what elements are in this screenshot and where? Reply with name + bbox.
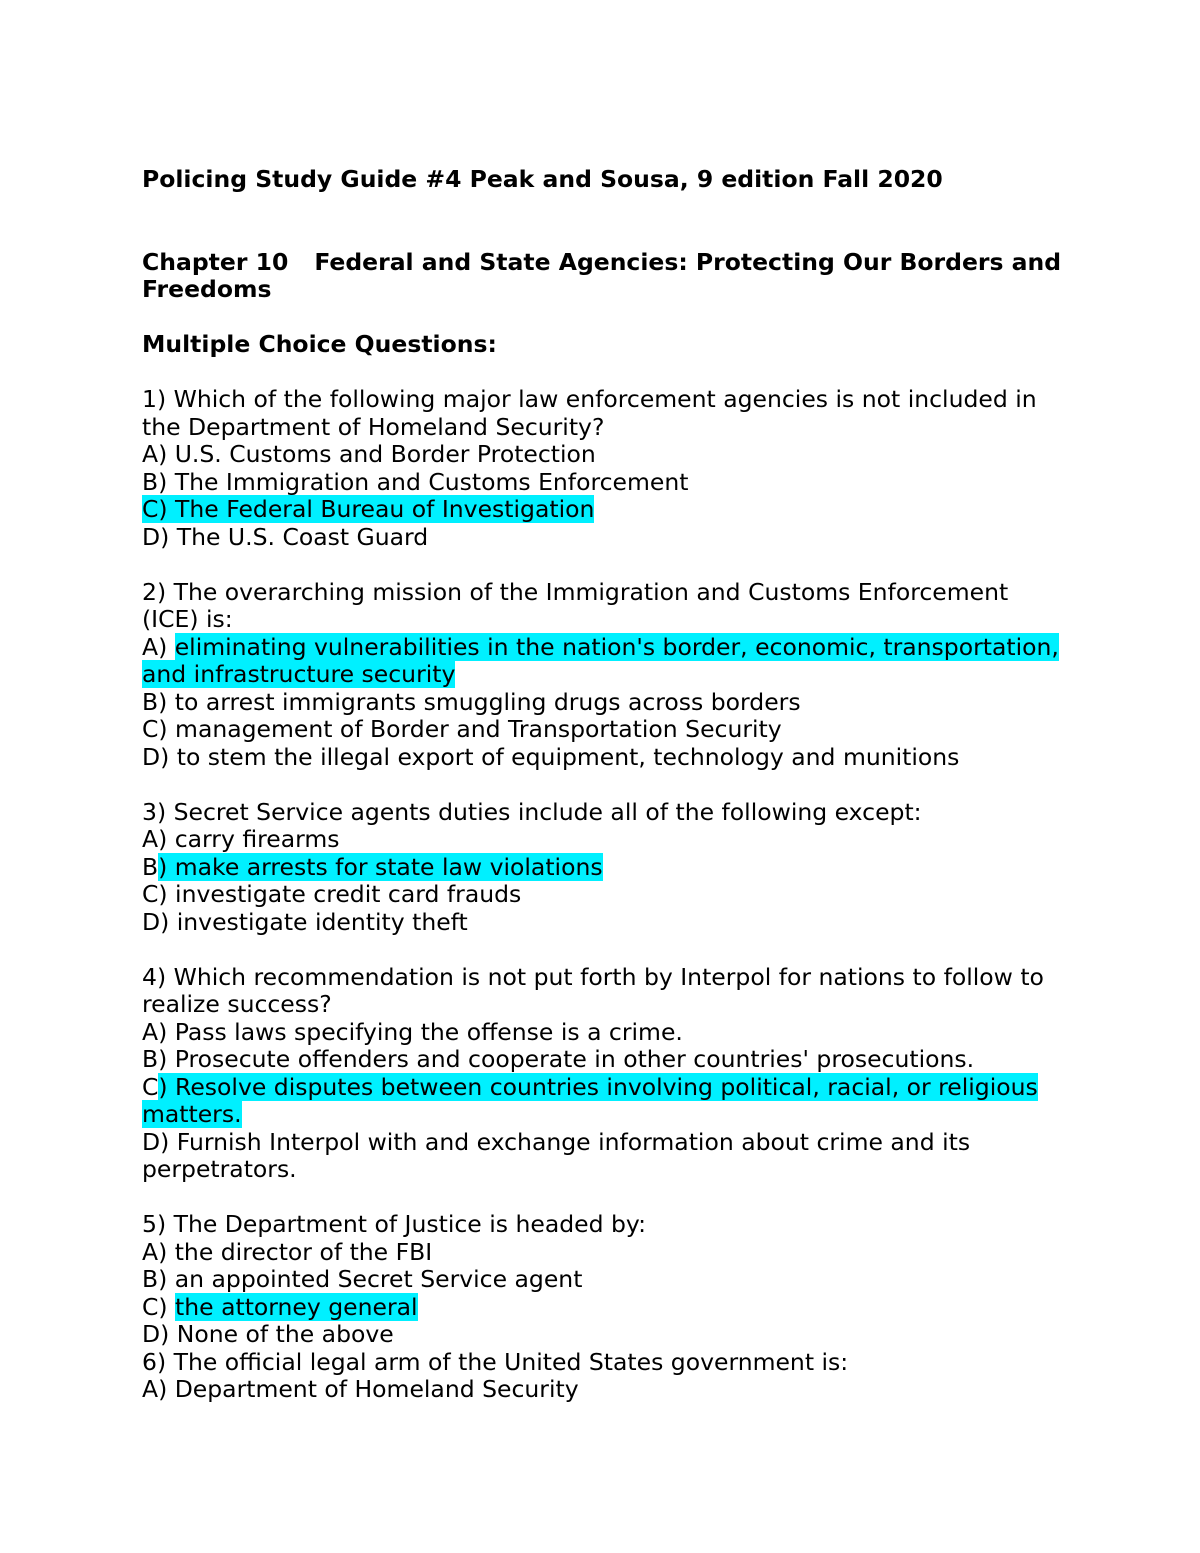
answer-option-a: [142, 1019, 1062, 1047]
answer-option-a: [142, 826, 1062, 854]
option-text: A) Department of Homeland Security: [142, 1375, 579, 1403]
answer-option-a: [142, 441, 1062, 469]
highlighted-answer: the attorney general: [175, 1292, 418, 1321]
highlighted-answer: ) Resolve disputes between countries involving political, racial, or religious matters.: [142, 1072, 1038, 1128]
answer-option-a: [142, 1239, 1062, 1267]
option-text: C) investigate credit card frauds: [142, 880, 522, 908]
document-title: Policing Study Guide #4 Peak and Sousa, 9 edition Fall 2020: [142, 165, 943, 193]
question-2: [142, 579, 1062, 772]
question-3: [142, 799, 1062, 937]
chapter-number: Chapter 10: [142, 247, 289, 276]
option-text: A) carry firearms: [142, 825, 340, 853]
option-text: B) The Immigration and Customs Enforcement: [142, 467, 689, 496]
option-text: D) None of the above: [142, 1320, 394, 1348]
option-prefix: B: [142, 852, 159, 881]
answer-option-c-highlighted: [142, 1294, 1062, 1322]
option-text: B) to arrest immigrants smuggling drugs across borders: [142, 687, 801, 716]
option-text: D) Furnish Interpol with and exchange information about crime and its perpetrators.: [142, 1127, 971, 1183]
answer-option-b: [142, 1046, 1062, 1074]
chapter-name: Federal and State Agencies: Protecting Our Borders and Freedoms: [142, 247, 1062, 303]
answer-option-c: [142, 881, 1062, 909]
highlighted-answer: ) make arrests for state law violations: [158, 852, 603, 881]
option-text: D) to stem the illegal export of equipment, technology and munitions: [142, 742, 960, 771]
question-4: [142, 964, 1062, 1184]
option-text: D) investigate identity theft: [142, 907, 468, 936]
question-stem: 2) The overarching mission of the Immigration and Customs Enforcement (ICE) is:: [142, 577, 1009, 633]
answer-option-d: [142, 1321, 1062, 1349]
question-stem: 5) The Department of Justice is headed by:: [142, 1210, 647, 1238]
option-prefix: C: [142, 1072, 159, 1101]
answer-option-c-highlighted: [142, 1074, 1062, 1129]
section-heading: Multiple Choice Questions:: [142, 330, 497, 358]
option-text: A) Pass laws specifying the offense is a crime.: [142, 1017, 683, 1046]
answer-option-c: [142, 716, 1062, 744]
highlighted-answer: eliminating vulnerabilities in the nation's border, economic, transportation, and infrastructure security: [142, 632, 1059, 688]
option-prefix: C): [142, 1292, 176, 1321]
question-stem: 3) Secret Service agents duties include all of the following except:: [142, 797, 922, 826]
question-6: [142, 1349, 1062, 1404]
answer-option-d: [142, 744, 1062, 772]
question-stem: 4) Which recommendation is not put forth by Interpol for nations to follow to realize success?: [142, 962, 1044, 1018]
answer-option-b: [142, 1266, 1062, 1294]
option-prefix: A): [142, 632, 175, 661]
option-text: B) Prosecute offenders and cooperate in other countries' prosecutions.: [142, 1045, 975, 1073]
answer-option-b: [142, 469, 1062, 497]
option-text: B) an appointed Secret Service agent: [142, 1265, 583, 1293]
answer-option-a: [142, 1376, 1062, 1404]
option-text: D) The U.S. Coast Guard: [142, 522, 429, 551]
document-body: [142, 166, 1062, 1404]
option-text: A) the director of the FBI: [142, 1237, 433, 1266]
answer-option-d: [142, 1129, 1062, 1184]
question-stem: 1) Which of the following major law enforcement agencies is not included in the Department of Homeland Security?: [142, 385, 1037, 441]
answer-option-c-highlighted: [142, 496, 1062, 524]
option-text: A) U.S. Customs and Border Protection: [142, 440, 596, 468]
highlighted-answer: C) The Federal Bureau of Investigation: [142, 495, 595, 523]
answer-option-b-highlighted: [142, 854, 1062, 882]
answer-option-b: [142, 689, 1062, 717]
question-5: [142, 1211, 1062, 1349]
answer-option-d: [142, 909, 1062, 937]
question-stem: 6) The official legal arm of the United States government is:: [142, 1347, 849, 1376]
question-1: [142, 386, 1062, 551]
answer-option-d: [142, 524, 1062, 552]
option-text: C) management of Border and Transportation Security: [142, 715, 782, 743]
chapter-heading: [142, 249, 1062, 304]
answer-option-a-highlighted: [142, 634, 1062, 689]
